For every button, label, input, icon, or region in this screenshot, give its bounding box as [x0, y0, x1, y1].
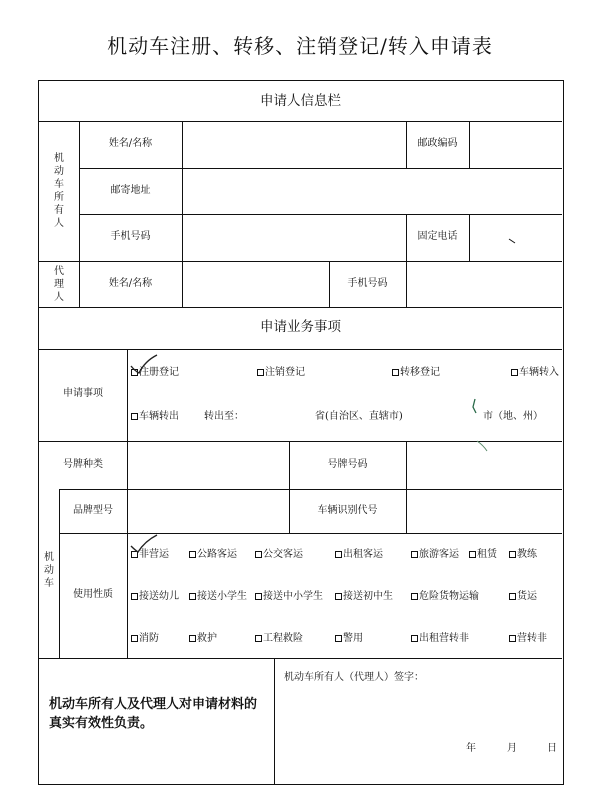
checkbox-icon[interactable]	[189, 551, 196, 558]
checkbox-icon[interactable]	[255, 635, 262, 642]
section-applicant-header: 申请人信息栏	[260, 93, 341, 109]
usage-option[interactable]: 出租客运	[335, 549, 383, 561]
checkmark-icon	[127, 351, 163, 377]
address-label: 邮寄地址	[110, 185, 151, 196]
checkbox-icon[interactable]	[335, 593, 342, 600]
checkbox-icon[interactable]	[411, 551, 418, 558]
date-year: 年	[466, 743, 476, 754]
divider	[182, 121, 183, 307]
apply-items-label: 申请事项	[63, 388, 103, 399]
checkbox-icon[interactable]	[255, 551, 262, 558]
divider	[39, 658, 562, 659]
option-transfer[interactable]: 转移登记	[392, 367, 440, 379]
divider	[289, 441, 290, 533]
checkbox-icon[interactable]	[509, 593, 516, 600]
option-transfer-out[interactable]: 车辆转出	[131, 411, 179, 423]
vehicle-label: 机动车	[44, 552, 54, 589]
agent-label: 代理人	[54, 266, 64, 303]
plate-type-label: 号牌种类	[63, 459, 103, 470]
usage-option[interactable]: 非营运	[131, 549, 169, 561]
transfer-to-label: 转出至：	[204, 411, 244, 422]
brand-model-label: 品牌型号	[73, 505, 113, 516]
usage-option[interactable]: 警用	[335, 633, 363, 645]
checkbox-icon[interactable]	[131, 593, 138, 600]
usage-option[interactable]: 工程救险	[255, 633, 303, 645]
checkbox-icon[interactable]	[257, 369, 264, 376]
usage-option[interactable]: 接送幼儿	[131, 591, 179, 603]
usage-option[interactable]: 货运	[509, 591, 537, 603]
date-day: 日	[547, 743, 557, 754]
checkbox-icon[interactable]	[509, 551, 516, 558]
usage-option[interactable]: 教练	[509, 549, 537, 561]
section-business-header: 申请业务事项	[260, 319, 341, 335]
checkbox-icon[interactable]	[411, 635, 418, 642]
usage-option[interactable]: 接送初中生	[335, 591, 393, 603]
divider	[39, 261, 562, 262]
usage-option[interactable]: 危险货物运输	[411, 591, 479, 603]
checkbox-icon[interactable]	[411, 593, 418, 600]
usage-option[interactable]: 营转非	[509, 633, 547, 645]
usage-option[interactable]: 租赁	[469, 549, 497, 561]
usage-option[interactable]: 接送小学生	[189, 591, 247, 603]
postcode-label: 邮政编码	[417, 138, 458, 149]
usage-option[interactable]: 公路客运	[189, 549, 237, 561]
option-register[interactable]: 注册登记	[131, 367, 179, 379]
divider	[469, 214, 470, 261]
divider	[274, 658, 275, 784]
divider	[39, 349, 562, 350]
divider	[127, 441, 128, 533]
checkmark-icon	[127, 533, 163, 557]
option-transfer-in[interactable]: 车辆转入	[511, 367, 559, 379]
mobile-label: 手机号码	[110, 231, 151, 242]
divider	[406, 261, 407, 307]
checkbox-icon[interactable]	[509, 635, 516, 642]
name-label: 姓名/名称	[108, 138, 153, 149]
province-label: 省(自治区、直辖市)	[315, 411, 403, 422]
city-label: 市（地、州）	[483, 411, 543, 422]
pen-mark-icon	[473, 437, 493, 457]
declaration-text: 机动车所有人及代理人对申请材料的真实有效性负责。	[49, 697, 258, 731]
agent-name-label: 姓名/名称	[108, 278, 153, 289]
usage-option[interactable]: 接送中小学生	[255, 591, 323, 603]
usage-option[interactable]: 消防	[131, 633, 159, 645]
landline-label: 固定电话	[417, 231, 458, 242]
usage-option[interactable]: 救护	[189, 633, 217, 645]
vin-label: 车辆识别代号	[317, 505, 378, 516]
divider	[59, 489, 562, 490]
checkbox-icon[interactable]	[131, 635, 138, 642]
date-month: 月	[507, 743, 517, 754]
checkbox-icon[interactable]	[392, 369, 399, 376]
divider	[39, 121, 562, 122]
pen-mark-icon	[507, 237, 519, 247]
agent-mobile-label: 手机号码	[347, 278, 388, 289]
checkbox-icon[interactable]	[189, 593, 196, 600]
checkbox-icon[interactable]	[131, 413, 138, 420]
divider	[469, 121, 470, 168]
usage-option[interactable]: 公交客运	[255, 549, 303, 561]
pen-mark-icon	[467, 397, 481, 417]
form-title: 机动车注册、转移、注销登记/转入申请表	[107, 34, 493, 58]
signature-label: 机动车所有人（代理人）签字：	[284, 672, 424, 683]
checkbox-icon[interactable]	[335, 551, 342, 558]
application-form	[38, 80, 564, 785]
divider	[39, 307, 562, 308]
checkbox-icon[interactable]	[469, 551, 476, 558]
checkbox-icon[interactable]	[189, 635, 196, 642]
usage-option[interactable]: 出租营转非	[411, 633, 469, 645]
divider	[79, 214, 562, 215]
checkbox-icon[interactable]	[255, 593, 262, 600]
divider	[79, 168, 562, 169]
divider	[406, 441, 407, 533]
usage-option[interactable]: 旅游客运	[411, 549, 459, 561]
checkbox-icon[interactable]	[335, 635, 342, 642]
plate-number-label: 号牌号码	[327, 459, 368, 470]
owner-label: 机动车所有人	[54, 153, 64, 229]
usage-label: 使用性质	[73, 589, 113, 600]
checkbox-icon[interactable]	[511, 369, 518, 376]
option-deregister[interactable]: 注销登记	[257, 367, 305, 379]
